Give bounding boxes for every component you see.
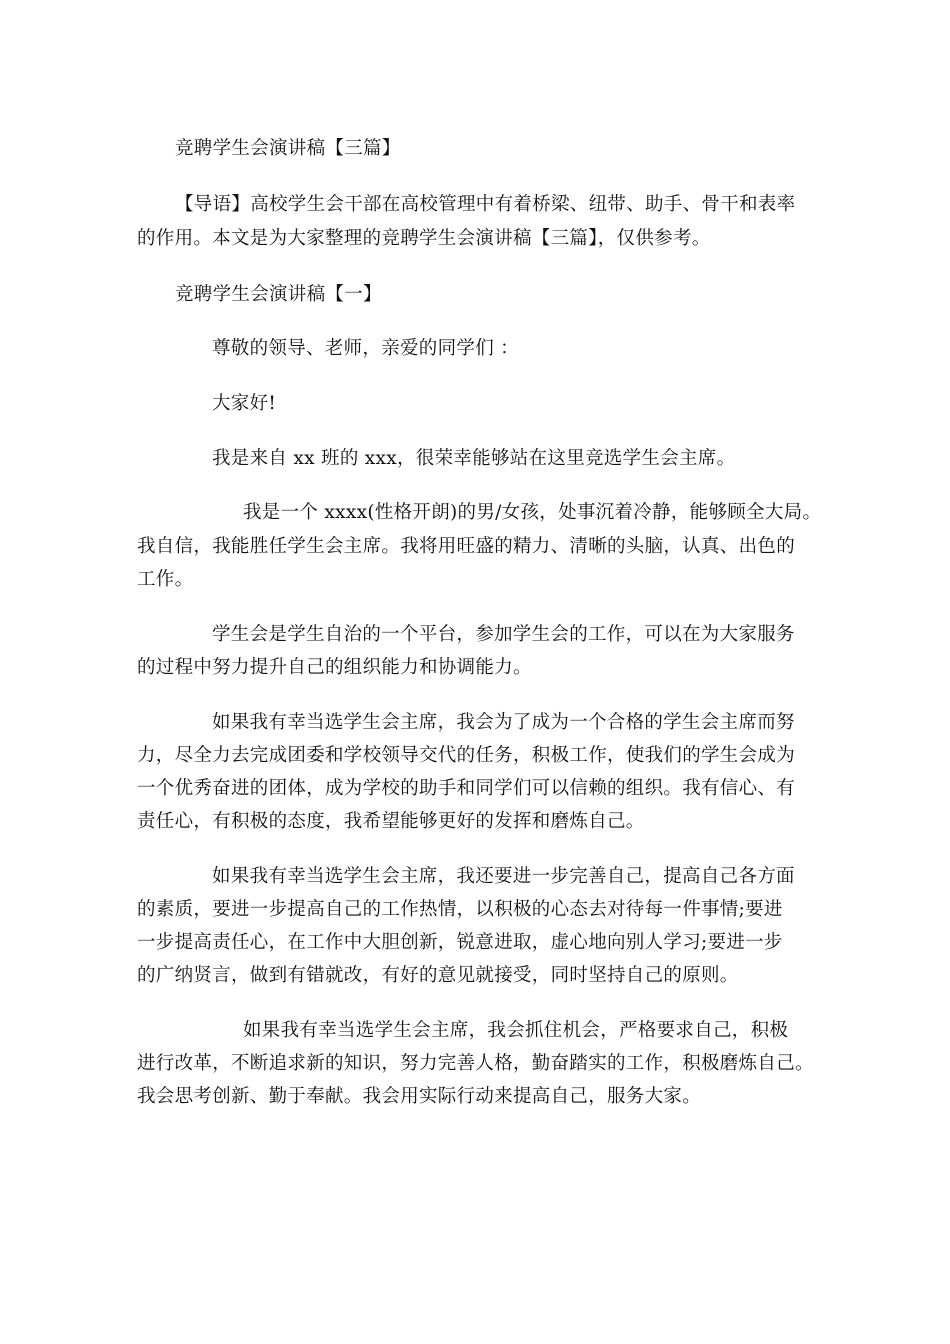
document-title: 竞聘学生会演讲稿【三篇】	[175, 138, 401, 159]
paragraph-2-line-3: 工作。	[137, 569, 194, 590]
paragraph-5-line-4: 的广纳贤言，做到有错就改，有好的意见就接受，同时坚持自己的原则。	[137, 965, 739, 986]
paragraph-3-line-1: 学生会是学生自治的一个平台，参加学生会的工作，可以在为大家服务	[212, 624, 795, 645]
paragraph-4-line-1: 如果我有幸当选学生会主席，我会为了成为一个合格的学生会主席而努	[212, 712, 795, 733]
paragraph-1: 我是来自 xx 班的 xxx，很荣幸能够站在这里竞选学生会主席。	[212, 448, 736, 469]
paragraph-6-line-2: 进行改革，不断追求新的知识，努力完善人格，勤奋踏实的工作，积极磨炼自己。	[137, 1053, 814, 1074]
greeting: 大家好!	[212, 393, 277, 414]
salutation: 尊敬的领导、老师，亲爱的同学们 ：	[212, 338, 519, 359]
paragraph-3-line-2: 的过程中努力提升自己的组织能力和协调能力。	[137, 657, 532, 678]
paragraph-2-line-1: 我是一个 xxxx(性格开朗)的男/女孩，处事沉着冷静，能够顾全大局。	[243, 502, 822, 523]
paragraph-5-line-1: 如果我有幸当选学生会主席，我还要进一步完善自己，提高自己各方面	[212, 866, 795, 887]
paragraph-4-line-4: 责任心，有积极的态度，我希望能够更好的发挥和磨炼自己。	[137, 811, 645, 832]
paragraph-2-line-2: 我自信，我能胜任学生会主席。我将用旺盛的精力、清晰的头脑，认真、出色的	[137, 536, 796, 557]
section-heading: 竞聘学生会演讲稿【一】	[175, 284, 382, 305]
paragraph-4-line-3: 一个优秀奋进的团体，成为学校的助手和同学们可以信赖的组织。我有信心、有	[137, 778, 796, 799]
paragraph-6-line-1: 如果我有幸当选学生会主席，我会抓住机会，严格要求自己，积极	[243, 1020, 789, 1041]
paragraph-4-line-2: 力，尽全力去完成团委和学校领导交代的任务，积极工作，使我们的学生会成为	[137, 745, 796, 766]
paragraph-5-line-3: 一步提高责任心，在工作中大胆创新，锐意进取，虚心地向别人学习;要进一步	[137, 932, 783, 953]
intro-line-2: 的作用。本文是为大家整理的竞聘学生会演讲稿【三篇】，仅供参考。	[137, 228, 711, 249]
paragraph-5-line-2: 的素质，要进一步提高自己的工作热情，以积极的心态去对待每一件事情;要进	[137, 899, 783, 920]
intro-line-1: 【导语】高校学生会干部在高校管理中有着桥梁、纽带、助手、骨干和表率	[175, 194, 796, 215]
paragraph-6-line-3: 我会思考创新、勤于奉献。我会用实际行动来提高自己，服务大家。	[137, 1086, 702, 1107]
